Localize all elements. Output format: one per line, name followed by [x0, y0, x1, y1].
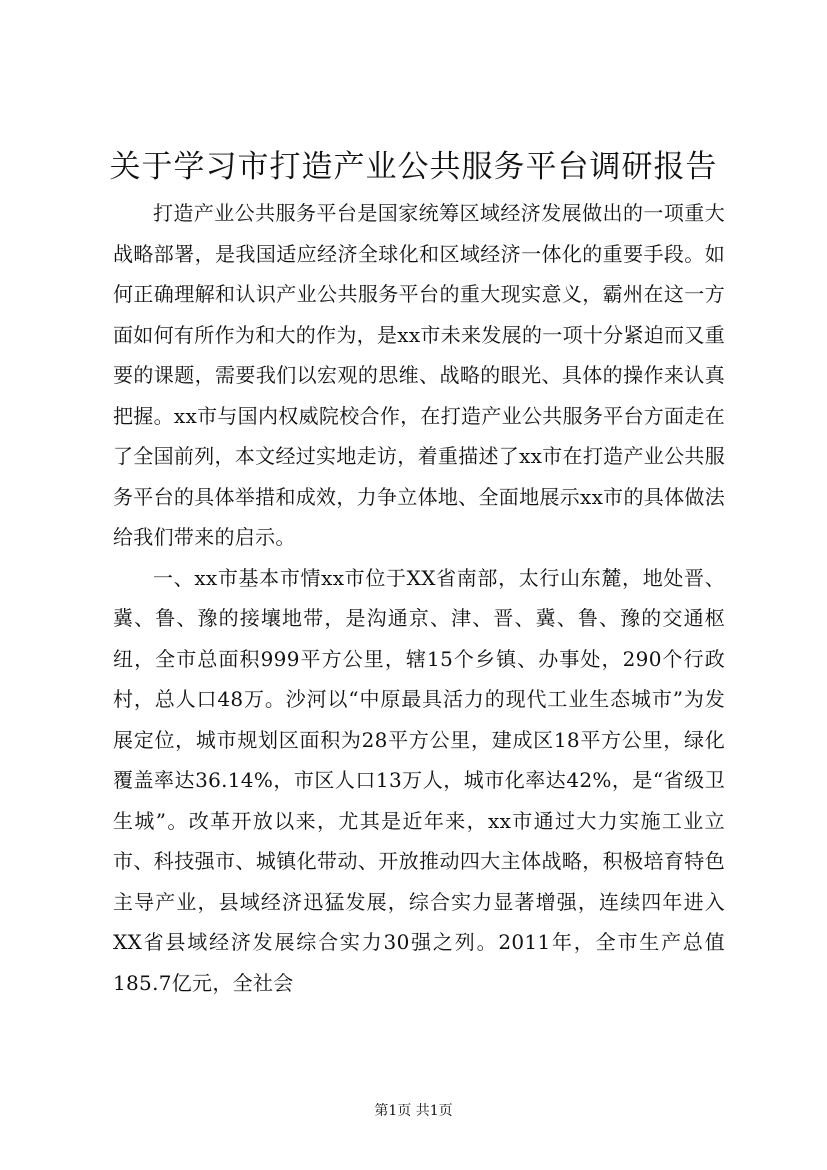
page-footer: 第1页 共1页 [374, 1103, 453, 1119]
document-body [113, 193, 725, 1003]
document-title: 关于学习市打造产业公共服务平台调研报告 [109, 149, 718, 185]
paragraph-city-overview: 一、xx市基本市情xx市位于XX省南部，太行山东麓，地处晋、冀、鲁、豫的接壤地带，是沟通京、津、晋、冀、鲁、豫的交通枢纽，全市总面积999平方公里，辖15个乡镇、办事处，290个行政村，总人口48万。沙河以“中原最具活力的现代工业生态城市”为发展定位，城市规划区面积为28平方公里，建成区18平方公里，绿化覆盖率达36.14%，市区人口13万人，城市化率达42%，是“省级卫生城”。改革开放以来，尤其是近年来，xx市通过大力实施工业立市、科技强市、城镇化带动、开放推动四大主体战略，积极培育特色主导产业，县域经济迅猛发展，综合实力显著增强，连续四年进入XX省县域经济发展综合实力30强之列。2011年，全市生产总值185.7亿元，全社会 [113, 565, 725, 995]
paragraph-intro: 打造产业公共服务平台是国家统筹区域经济发展做出的一项重大战略部署，是我国适应经济全球化和区域经济一体化的重要手段。如何正确理解和认识产业公共服务平台的重大现实意义，霸州在这一方面如何有所作为和大的作为，是xx市未来发展的一项十分紧迫而又重要的课题，需要我们以宏观的思维、战略的眼光、具体的操作来认真把握。xx市与国内权威院校合作，在打造产业公共服务平台方面走在了全国前列，本文经过实地走访，着重描述了xx市在打造产业公共服务平台的具体举措和成效，力争立体地、全面地展示xx市的具体做法给我们带来的启示。 [113, 201, 725, 549]
